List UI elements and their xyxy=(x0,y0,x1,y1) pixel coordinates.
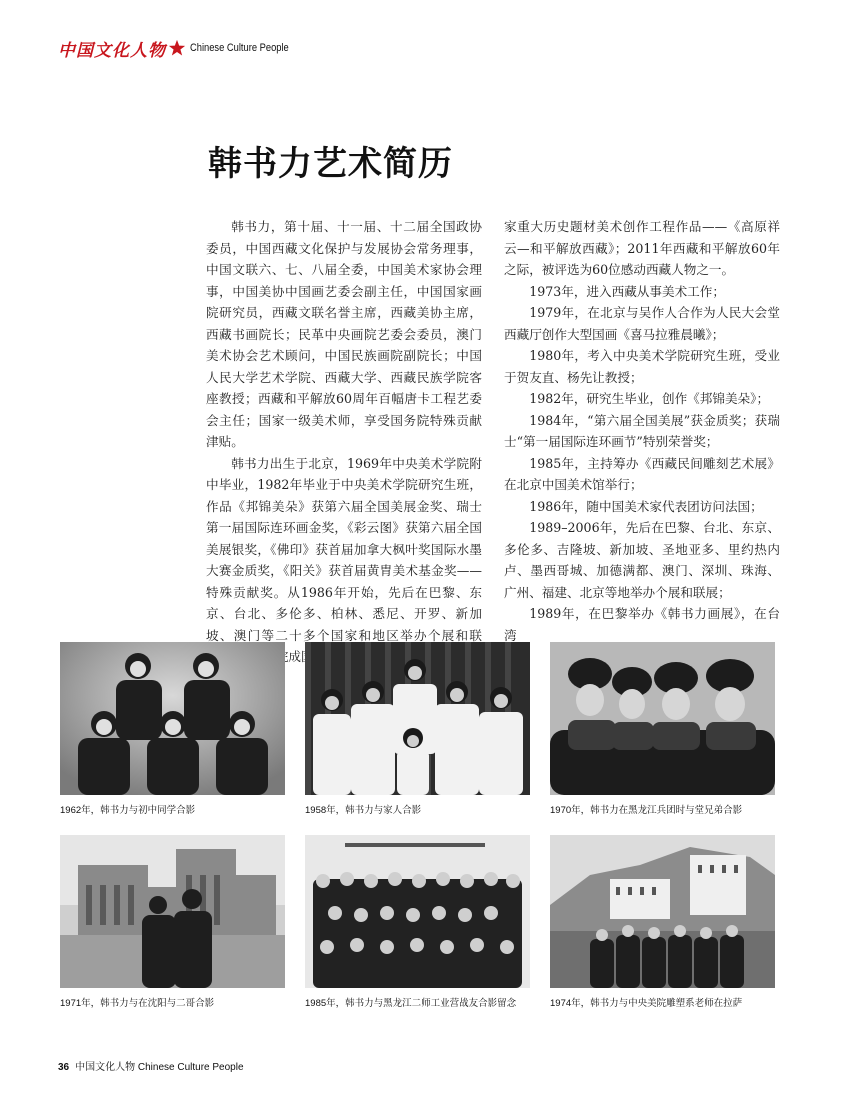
magazine-header xyxy=(58,36,306,60)
footer-magazine-name: 中国文化人物 Chinese Culture People xyxy=(75,1062,244,1073)
magazine-logo-cn: 中国文化人物 xyxy=(58,40,166,61)
photo-lhasa-1974 xyxy=(550,835,775,988)
photo-caption: 1958年，韩书力与家人合影 xyxy=(305,805,422,816)
photo-caption: 1962年，韩书力与初中同学合影 xyxy=(60,805,196,816)
page-footer xyxy=(58,1058,244,1073)
paragraph: 1980年，考入中央美术学院研究生班，受业于贺友直、杨先让教授； xyxy=(504,348,780,385)
text-column-right xyxy=(504,216,780,646)
paragraph: 1979年，在北京与吴作人合作为人民大会堂西藏厅创作大型国画《喜马拉雅晨曦》； xyxy=(504,305,780,342)
paragraph: 1989年，在巴黎举办《韩书力画展》，在台湾 xyxy=(504,606,780,643)
page-number: 36 xyxy=(58,1062,70,1073)
star-icon xyxy=(168,39,186,57)
photo-classmates-1962 xyxy=(60,642,285,795)
photo-cousins-1970 xyxy=(550,642,775,795)
paragraph: 1984年，“第六届全国美展”获金质奖；获瑞士“第一届国际连环画节”特别荣誉奖； xyxy=(504,412,780,449)
photo-shenyang-1971 xyxy=(60,835,285,988)
paragraph: 1986年，随中国美术家代表团访问法国； xyxy=(529,498,763,514)
paragraph: 韩书力出生于北京，1969年中央美术学院附中毕业，1982年毕业于中央美术学院研究生班，作品《邦锦美朵》获第六届全国美展金奖、瑞士第一届国际连环画金奖，《彩云图》获第六届全国美展银奖，《佛印》获首届加拿大枫叶奖国际水墨大赛金质奖，《阳关》获首届黄胄美术基金奖——特殊贡献奖。从1986年开始，先后在巴黎、东京、台北、多伦多、柏林、悉尼、开罗、新加坡、澳门等二十多个国家和地区举办个展和联 年完成国 xyxy=(206,455,482,664)
text-column-left xyxy=(206,216,482,668)
photo-caption: 1971年，韩书力与在沈阳与二哥合影 xyxy=(60,998,215,1009)
magazine-logo-en: Chinese Culture People xyxy=(190,42,289,54)
paragraph: 1985年，主持筹办《西藏民间雕刻艺术展》在北京中国美术馆举行； xyxy=(504,455,780,492)
paragraph: 1989–2006年，先后在巴黎、台北、东京、多伦多、吉隆坡、新加坡、圣地亚多、里约热内卢、墨西哥城、加德满都、澳门、深圳、珠海、广州、福建、北京等地举办个展和联展； xyxy=(504,520,780,600)
photo-caption: 1970年，韩书力在黑龙江兵团时与堂兄弟合影 xyxy=(550,805,743,816)
article-title: 韩书力艺术简历 xyxy=(208,144,453,184)
photo-caption: 1974年，韩书力与中央美院雕塑系老师在拉萨 xyxy=(550,998,743,1009)
paragraph: 1973年，进入西藏从事美术工作； xyxy=(529,283,725,299)
photo-family-1958 xyxy=(305,642,530,795)
photo-comrades-1985 xyxy=(305,835,530,988)
paragraph: 韩书力，第十届、十一届、十二届全国政协委员，中国西藏文化保护与发展协会常务理事，中国文联六、七、八届全委，中国美术家协会理事，中国美协中国画艺委会副主任，中国国家画院研究员，西藏文联名誉主席，西藏美协主席，西藏书画院长；民革中央画院艺委会委员，澳门美术协会艺术顾问，中国民族画院副院长；中国人民大学艺术学院、西藏大学、西藏民族学院客座教授；西藏和平解放60周年百幅唐卡工程艺委会主任；国家一级美术师，享受国务院特殊贡献津贴。 xyxy=(206,219,482,449)
photo-caption: 1985年，韩书力与黑龙江二师工业营战友合影留念 xyxy=(305,998,517,1009)
paragraph: 家重大历史题材美术创作工程作品——《高原祥云—和平解放西藏》；2011年西藏和平解放60年之际，被评选为60位感动西藏人物之一。 xyxy=(504,219,780,277)
paragraph: 1982年，研究生毕业，创作《邦锦美朵》； xyxy=(529,391,770,406)
